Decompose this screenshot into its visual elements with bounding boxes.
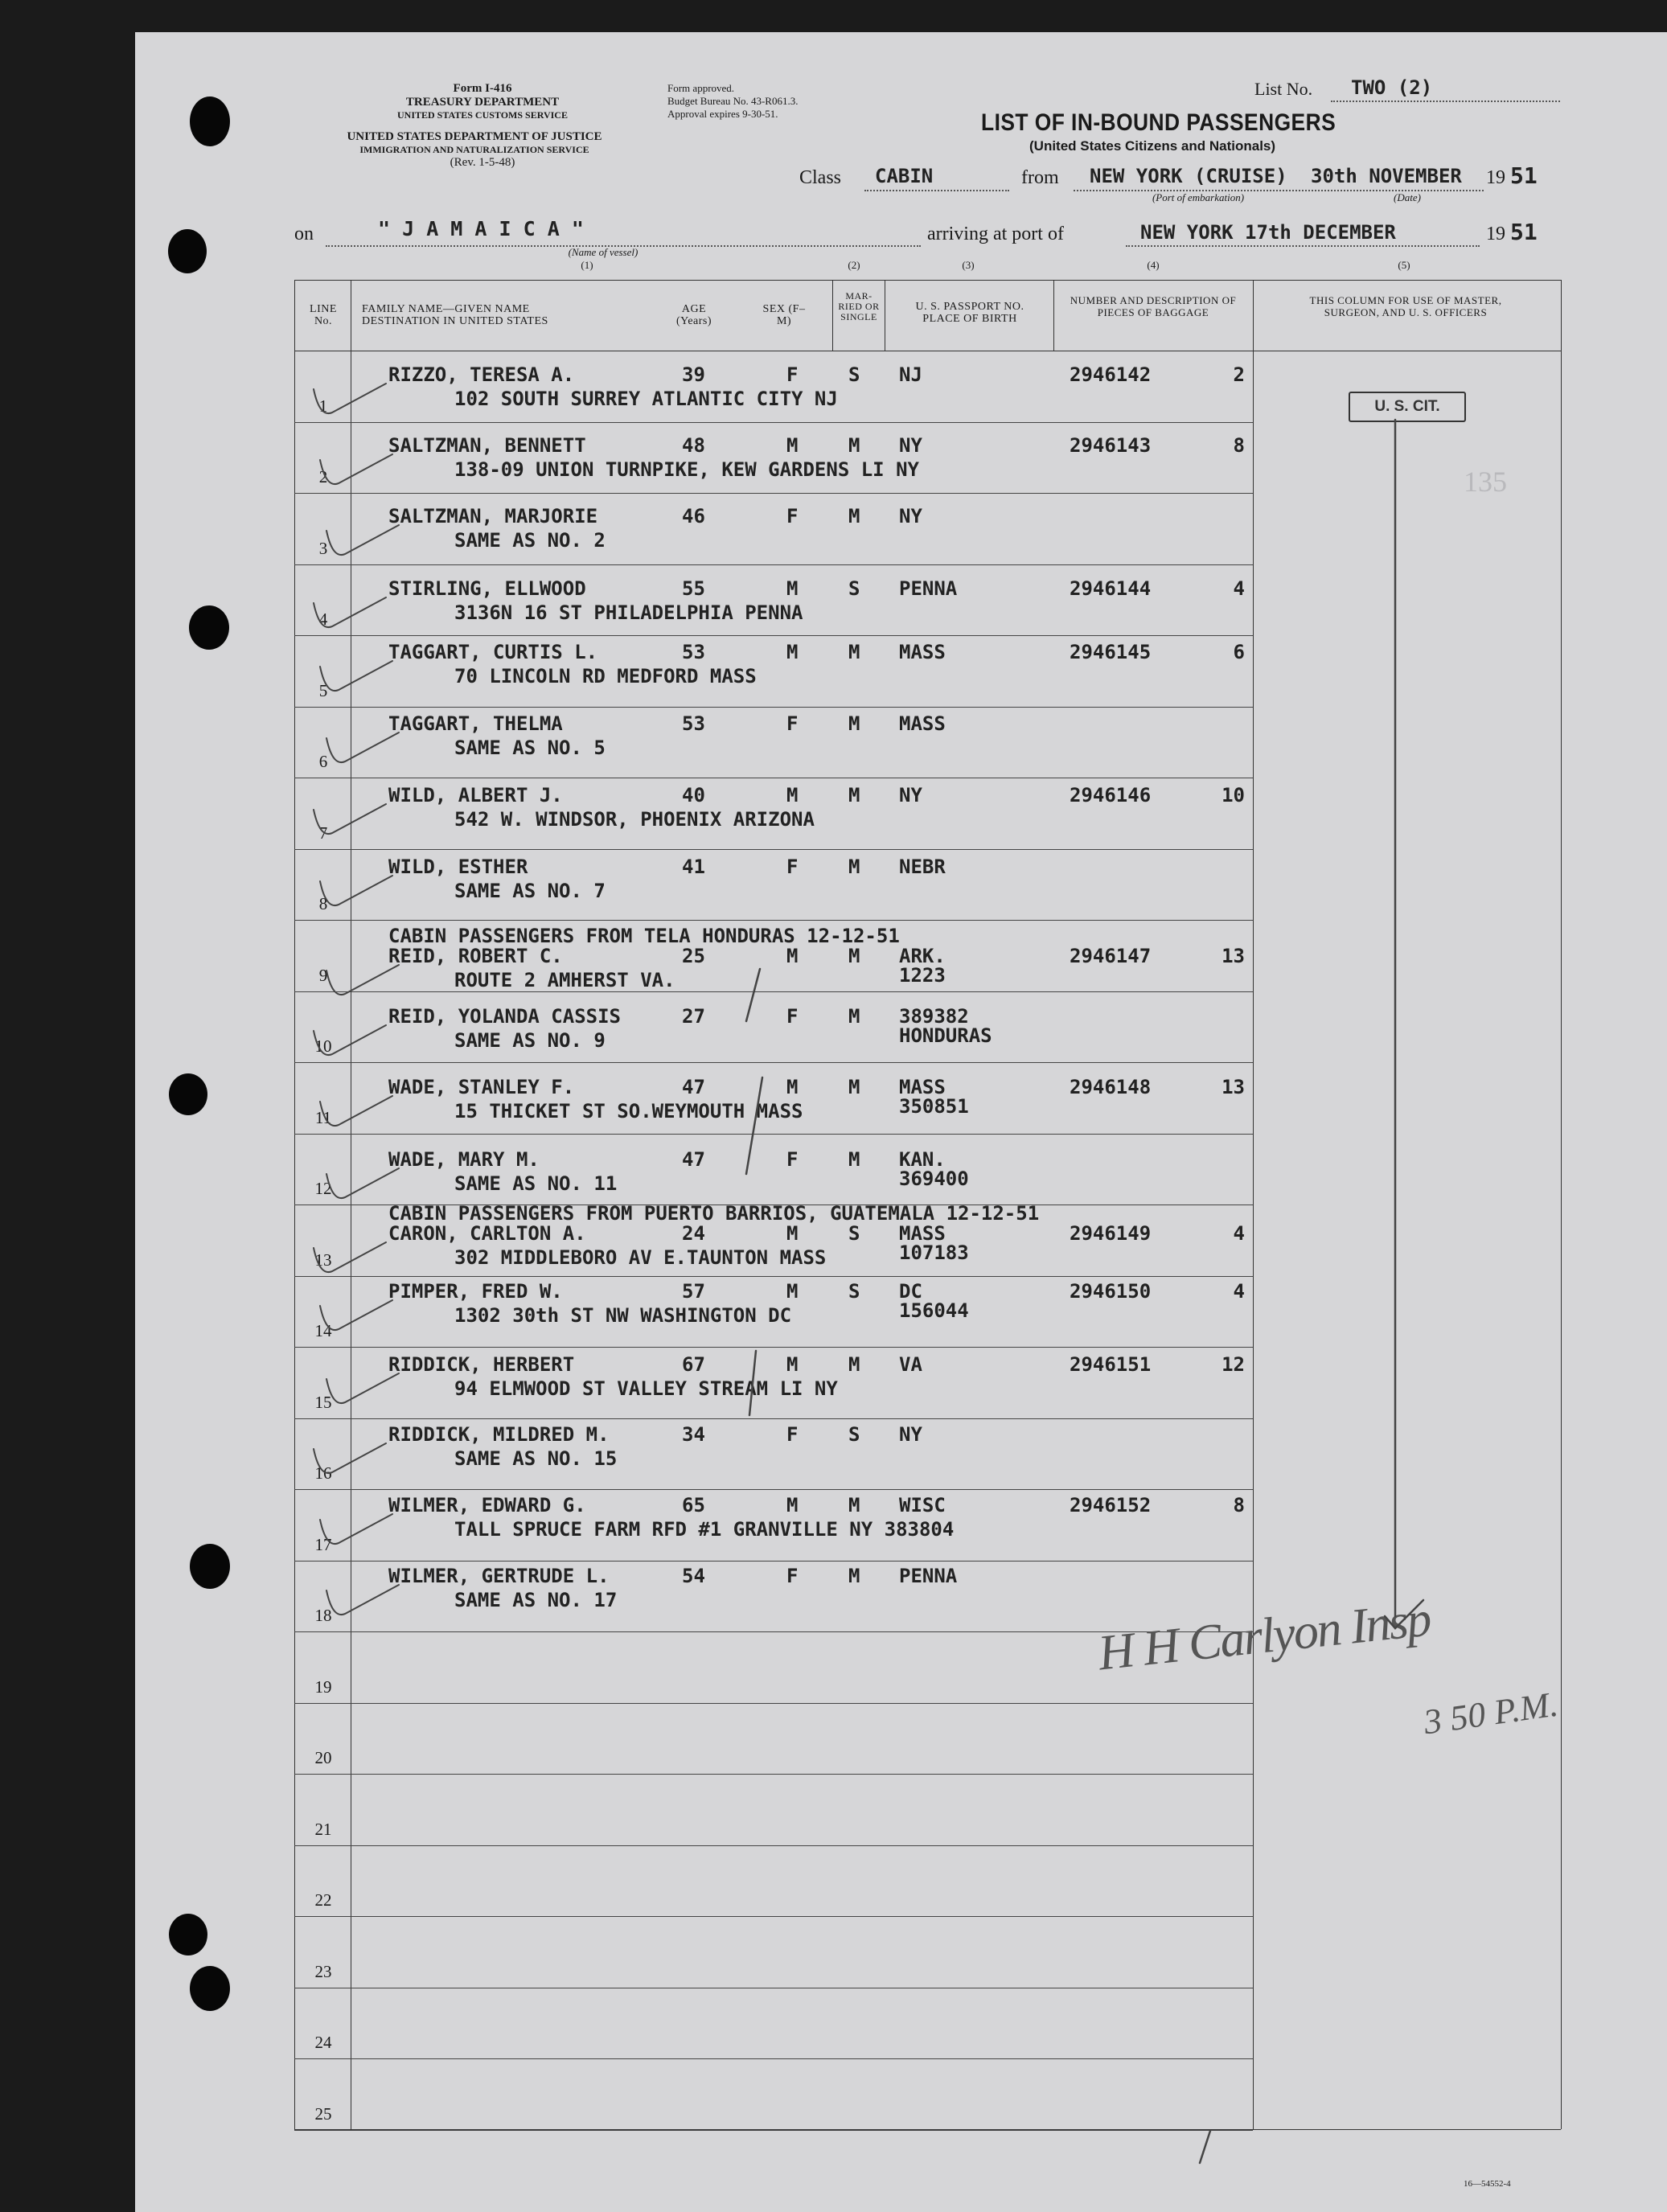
line-number: 16 (314, 1463, 332, 1483)
entry-pcs: 4 (1233, 1280, 1245, 1303)
entry-name: SALTZMAN, MARJORIE (388, 505, 598, 527)
entry-place: MASS (899, 1222, 946, 1245)
entry-place: NY (899, 505, 922, 527)
entry-name: PIMPER, FRED W. (388, 1280, 563, 1303)
check-mark (320, 454, 392, 484)
entry-bag: 2946146 (1070, 784, 1152, 806)
entry-bag: 2946150 (1070, 1280, 1152, 1303)
entry-ms: M (848, 945, 860, 967)
entry-sex: M (786, 641, 799, 663)
line-number: 23 (314, 1961, 332, 1981)
date-caption: (Date) (1394, 191, 1421, 203)
entry-name: TAGGART, CURTIS L. (388, 641, 598, 663)
line-number: 20 (314, 1748, 332, 1767)
entry-pcs: 10 (1222, 784, 1245, 806)
department-of-justice: UNITED STATES DEPARTMENT OF JUSTICE (347, 130, 602, 143)
line-number: 8 (318, 894, 328, 913)
entry-pcs: 12 (1222, 1353, 1245, 1376)
entry-age: 47 (682, 1076, 705, 1098)
revision: (Rev. 1-5-48) (450, 156, 515, 169)
line-number: 21 (314, 1819, 332, 1839)
entry-age: 48 (682, 434, 705, 457)
line-number: 11 (314, 1107, 332, 1127)
line-number: 9 (318, 965, 328, 985)
entry-pcs: 4 (1233, 577, 1245, 600)
time-note: 3 50 P.M. (1421, 1684, 1561, 1742)
entry-ms: M (848, 505, 860, 527)
entry-addr: 70 LINCOLN RD MEDFORD MASS (454, 665, 757, 687)
entry-pcs: 13 (1222, 1076, 1245, 1098)
entry-name: WILD, ESTHER (388, 856, 528, 878)
year-prefix: 19 (1486, 167, 1505, 188)
entry-bag: 2946151 (1070, 1353, 1152, 1376)
column-number-4: (4) (1147, 259, 1160, 271)
document-subtitle: (United States Citizens and Nationals) (1029, 138, 1276, 154)
line-number: 2 (318, 467, 328, 486)
embarkation-date: 30th NOVEMBER (1311, 165, 1462, 187)
check-mark (326, 1373, 399, 1403)
entry-name: CARON, CARLTON A. (388, 1222, 586, 1245)
entry-place2: 369400 (899, 1168, 969, 1190)
stamp-arrow-head (1385, 1600, 1423, 1628)
on-label: on (294, 224, 314, 244)
line-number: 22 (314, 1890, 332, 1910)
entry-sex: M (786, 1280, 799, 1303)
vessel-caption: (Name of vessel) (568, 246, 638, 258)
entry-ms: S (848, 363, 860, 386)
check-mark (320, 876, 392, 905)
entry-place: NEBR (899, 856, 946, 878)
arriving-label: arriving at port of (927, 224, 1064, 244)
entry-age: 25 (682, 945, 705, 967)
column-number-2: (2) (848, 259, 860, 271)
entry-age: 24 (682, 1222, 705, 1245)
entry-place: WISC (899, 1494, 946, 1516)
entry-addr: SAME AS NO. 9 (454, 1029, 606, 1052)
header-sex: SEX (F–M) (762, 303, 806, 327)
entry-name: RIDDICK, HERBERT (388, 1353, 575, 1376)
ins-service: IMMIGRATION AND NATURALIZATION SERVICE (359, 144, 589, 155)
entry-sex: F (786, 363, 799, 386)
entry-place2: 156044 (899, 1299, 969, 1322)
entry-bag: 2946143 (1070, 434, 1152, 457)
vessel-name: " J A M A I C A " (378, 217, 584, 240)
entry-place2: 1223 (899, 964, 946, 987)
entry-addr: SAME AS NO. 17 (454, 1589, 618, 1611)
entry-ms: M (848, 434, 860, 457)
entry-ms: S (848, 1423, 860, 1446)
header-married-single: MAR-RIED OR SINGLE (838, 290, 880, 322)
entry-place: PENNA (899, 1565, 958, 1587)
entry-addr: 302 MIDDLEBORO AV E.TAUNTON MASS (454, 1246, 827, 1269)
entry-place: MASS (899, 1076, 946, 1098)
entry-addr: 1302 30th ST NW WASHINGTON DC (454, 1304, 792, 1327)
entry-age: 54 (682, 1565, 705, 1587)
line-number: 7 (318, 823, 328, 843)
entry-sex: F (786, 505, 799, 527)
entry-addr: 542 W. WINDSOR, PHOENIX ARIZONA (454, 808, 815, 831)
entry-addr: 94 ELMWOOD ST VALLEY STREAM LI NY (454, 1377, 838, 1400)
entry-pcs: 6 (1233, 641, 1245, 663)
check-mark (314, 597, 386, 627)
entry-bag: 2946147 (1070, 945, 1152, 967)
header-name-destination: FAMILY NAME—GIVEN NAME DESTINATION IN UNITED STATES (362, 303, 548, 327)
entry-age: 47 (682, 1148, 705, 1171)
check-mark (320, 661, 392, 691)
entry-name: STIRLING, ELLWOOD (388, 577, 586, 600)
entry-sex: M (786, 1222, 799, 1245)
entry-name: RIZZO, TERESA A. (388, 363, 575, 386)
entry-place: VA (899, 1353, 922, 1376)
line-number: 10 (314, 1036, 332, 1056)
column-number-5: (5) (1398, 259, 1410, 271)
entry-age: 65 (682, 1494, 705, 1516)
entry-age: 41 (682, 856, 705, 878)
check-mark (320, 1300, 392, 1330)
entry-sex: F (786, 1423, 799, 1446)
entry-sex: M (786, 577, 799, 600)
treasury-department: TREASURY DEPARTMENT (405, 96, 560, 109)
entry-ms: M (848, 712, 860, 735)
entry-age: 67 (682, 1353, 705, 1376)
check-mark (314, 1025, 386, 1055)
us-citizen-stamp: U. S. CIT. (1349, 392, 1466, 422)
entry-place2: HONDURAS (899, 1024, 992, 1047)
entry-place: NJ (899, 363, 922, 386)
entry-name: SALTZMAN, BENNETT (388, 434, 586, 457)
header-baggage: NUMBER AND DESCRIPTION OF PIECES OF BAGGAGE (1070, 294, 1237, 318)
entry-place: PENNA (899, 577, 958, 600)
entry-age: 34 (682, 1423, 705, 1446)
entry-name: RIDDICK, MILDRED M. (388, 1423, 610, 1446)
entry-pcs: 8 (1233, 434, 1245, 457)
line-number: 14 (314, 1321, 332, 1340)
customs-service: UNITED STATES CUSTOMS SERVICE (397, 109, 568, 121)
entry-place: NY (899, 1423, 922, 1446)
entry-pcs: 4 (1233, 1222, 1245, 1245)
entry-ms: M (848, 1076, 860, 1098)
entry-sex: F (786, 856, 799, 878)
entry-name: REID, ROBERT C. (388, 945, 563, 967)
entry-ms: S (848, 1280, 860, 1303)
line-number: 18 (314, 1606, 332, 1625)
arrival-year: 51 (1510, 219, 1538, 245)
line-number: 17 (314, 1534, 332, 1554)
entry-name: WILMER, GERTRUDE L. (388, 1565, 610, 1587)
check-mark (320, 1096, 392, 1126)
entry-ms: M (848, 856, 860, 878)
entry-name: TAGGART, THELMA (388, 712, 563, 735)
entry-place: DC (899, 1280, 922, 1303)
entry-age: 39 (682, 363, 705, 386)
entry-pcs: 2 (1233, 363, 1245, 386)
entry-ms: S (848, 1222, 860, 1245)
header-age: AGE (Years) (675, 303, 712, 327)
line-number: 1 (318, 396, 328, 416)
class-value: CABIN (875, 165, 934, 187)
line-number: 12 (314, 1179, 332, 1198)
entry-name: WILD, ALBERT J. (388, 784, 563, 806)
entry-place: NY (899, 434, 922, 457)
header-line-no: LINE No. (310, 303, 337, 327)
faint-number: 135 (1464, 466, 1507, 498)
list-number-value: TWO (2) (1351, 76, 1433, 99)
entry-addr: 15 THICKET ST SO.WEYMOUTH MASS (454, 1100, 803, 1122)
entry-age: 46 (682, 505, 705, 527)
entry-addr: 102 SOUTH SURREY ATLANTIC CITY NJ (454, 388, 838, 410)
entry-addr: ROUTE 2 AMHERST VA. (454, 969, 675, 991)
entry-place2: 107183 (899, 1241, 969, 1264)
entry-sex: M (786, 784, 799, 806)
entry-pcs: 13 (1222, 945, 1245, 967)
line-number: 6 (318, 752, 328, 771)
age-column-tick (749, 1351, 756, 1415)
header-officers-use: THIS COLUMN FOR USE OF MASTER, SURGEON, AND U. S. OFFICERS (1309, 294, 1502, 318)
entry-bag: 2946149 (1070, 1222, 1152, 1245)
check-mark (326, 525, 399, 555)
entry-place: NY (899, 784, 922, 806)
from-label: from (1021, 167, 1059, 188)
entry-addr: 138-09 UNION TURNPIKE, KEW GARDENS LI NY (454, 458, 919, 481)
entry-addr: TALL SPRUCE FARM RFD #1 GRANVILLE NY 383804 (454, 1518, 955, 1541)
line-number: 3 (318, 538, 328, 558)
entry-ms: M (848, 1494, 860, 1516)
entry-sex: M (786, 945, 799, 967)
age-column-tick (746, 969, 760, 1021)
age-column-tick (746, 1077, 762, 1174)
check-mark (326, 733, 399, 762)
line-number: 13 (314, 1250, 332, 1270)
line-number: 24 (314, 2033, 332, 2052)
class-label: Class (799, 167, 842, 188)
entry-sex: F (786, 712, 799, 735)
entry-place: MASS (899, 712, 946, 735)
entry-bag: 2946148 (1070, 1076, 1152, 1098)
footer-code: 16—54552-4 (1464, 2179, 1511, 2189)
entry-ms: S (848, 577, 860, 600)
entry-name: WADE, STANLEY F. (388, 1076, 575, 1098)
list-number-label: List No. (1254, 79, 1313, 99)
entry-addr: SAME AS NO. 15 (454, 1447, 618, 1470)
entry-ms: M (848, 641, 860, 663)
entry-addr: SAME AS NO. 11 (454, 1172, 618, 1195)
entry-pcs: 8 (1233, 1494, 1245, 1516)
check-mark (326, 965, 399, 995)
entry-bag: 2946142 (1070, 363, 1152, 386)
entry-sex: M (786, 1353, 799, 1376)
footer-tick (1200, 2131, 1210, 2163)
line-number: 19 (314, 1676, 332, 1697)
check-mark (320, 1514, 392, 1544)
check-mark (314, 1242, 386, 1272)
check-mark (314, 1443, 386, 1473)
entry-place2: 350851 (899, 1095, 969, 1118)
embarkation-year: 51 (1510, 162, 1538, 189)
entry-place: KAN. (899, 1148, 946, 1171)
arrival-year-prefix: 19 (1486, 224, 1505, 244)
line-number: 4 (318, 609, 328, 629)
approval-line-2: Budget Bureau No. 43-R061.3. (667, 95, 799, 107)
port-of-embarkation: NEW YORK (CRUISE) (1090, 165, 1287, 187)
header-passport-birthplace: U. S. PASSPORT NO. PLACE OF BIRTH (915, 301, 1024, 325)
approval-line-3: Approval expires 9-30-51. (667, 108, 778, 120)
entry-place: MASS (899, 641, 946, 663)
entry-addr: SAME AS NO. 2 (454, 529, 606, 552)
line-number: 5 (318, 680, 328, 700)
entry-ms: M (848, 1565, 860, 1587)
entry-sex: M (786, 1076, 799, 1098)
entry-age: 53 (682, 712, 705, 735)
entry-sex: F (786, 1148, 799, 1171)
section-note: CABIN PASSENGERS FROM TELA HONDURAS 12-12-51 (388, 925, 900, 947)
entry-sex: F (786, 1565, 799, 1587)
column-number-3: (3) (962, 259, 975, 271)
entry-age: 53 (682, 641, 705, 663)
entry-sex: M (786, 1494, 799, 1516)
line-number: 15 (314, 1392, 332, 1412)
entry-place: ARK. (899, 945, 946, 967)
port-caption: (Port of embarkation) (1152, 191, 1245, 203)
entry-ms: M (848, 1148, 860, 1171)
entry-bag: 2946144 (1070, 577, 1152, 600)
entry-bag: 2946145 (1070, 641, 1152, 663)
entry-name: WADE, MARY M. (388, 1148, 540, 1171)
form-number: Form I-416 (453, 82, 512, 95)
entry-age: 27 (682, 1005, 705, 1028)
entry-name: REID, YOLANDA CASSIS (388, 1005, 621, 1028)
entry-ms: M (848, 784, 860, 806)
entry-addr: SAME AS NO. 7 (454, 880, 606, 902)
entry-ms: M (848, 1005, 860, 1028)
entry-age: 55 (682, 577, 705, 600)
entry-bag: 2946152 (1070, 1494, 1152, 1516)
document-title: LIST OF IN-BOUND PASSENGERS (981, 109, 1336, 136)
approval-line-1: Form approved. (667, 82, 735, 94)
entry-addr: 3136N 16 ST PHILADELPHIA PENNA (454, 601, 803, 624)
check-mark (314, 384, 386, 413)
check-mark (314, 804, 386, 834)
entry-sex: M (786, 434, 799, 457)
check-mark (326, 1168, 399, 1198)
entry-age: 40 (682, 784, 705, 806)
entry-name: WILMER, EDWARD G. (388, 1494, 586, 1516)
entry-sex: F (786, 1005, 799, 1028)
check-mark (326, 1585, 399, 1615)
column-number-1: (1) (581, 259, 593, 271)
arrival-port-date: NEW YORK 17th DECEMBER (1140, 221, 1396, 244)
entry-place: 389382 (899, 1005, 969, 1028)
entry-addr: SAME AS NO. 5 (454, 737, 606, 759)
inspector-signature: H H Carlyon Insp (1095, 1591, 1433, 1681)
line-number: 25 (314, 2103, 332, 2124)
section-note: CABIN PASSENGERS FROM PUERTO BARRIOS, GUATEMALA 12-12-51 (388, 1202, 1040, 1225)
entry-age: 57 (682, 1280, 705, 1303)
entry-ms: M (848, 1353, 860, 1376)
